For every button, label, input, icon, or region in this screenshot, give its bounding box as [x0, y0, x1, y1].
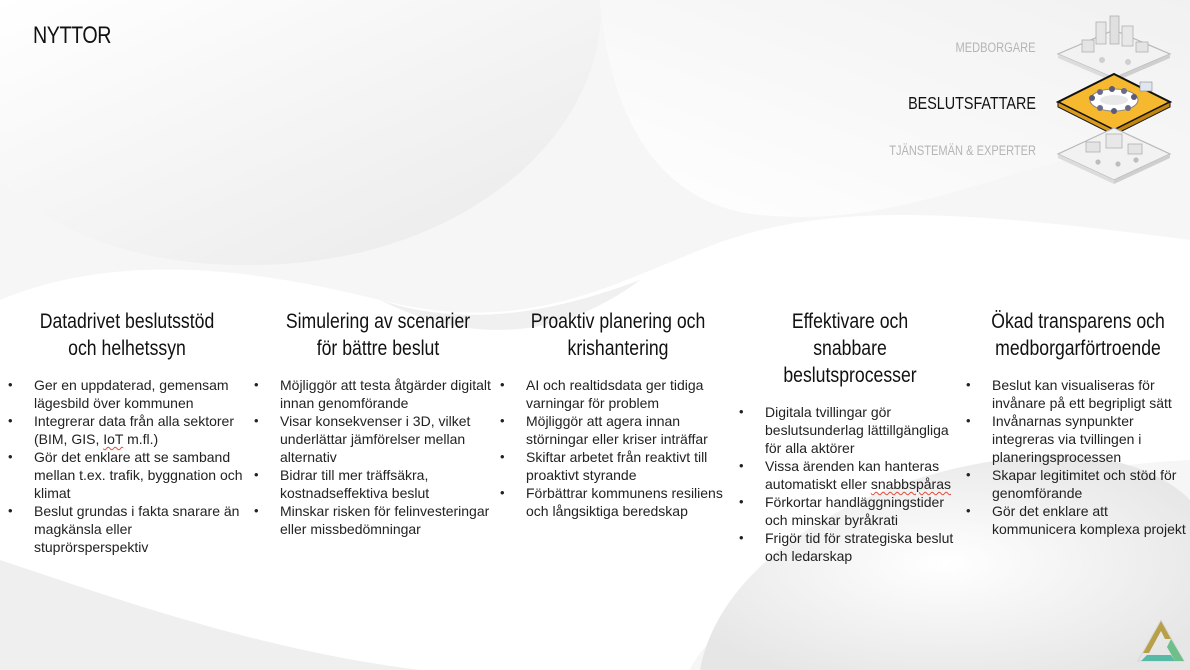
bullet-item: • Förbättrar kommunens resiliens och långsiktiga beredskap [500, 484, 736, 520]
column-heading: Effektivare och snabbare beslutsprocesser [783, 310, 917, 387]
column-heading: Datadrivet beslutsstöd och helhetssyn [39, 310, 215, 360]
bullet-item: • Integrerar data från alla sektorer (BIM, GIS, IoT m.fl.) [8, 412, 246, 448]
meeting-layer-icon [1058, 74, 1170, 135]
bullet-item: • Gör det enklare att se samband mellan t.ex. trafik, byggnation och klimat [8, 448, 246, 502]
column-heading: Ökad transparens och medborgarförtroende [991, 310, 1165, 360]
bullet-list [254, 376, 502, 538]
slide-title: NYTTOR [33, 22, 112, 49]
bullet-item: • Gör det enklare att kommunicera komplexa projekt [966, 502, 1190, 538]
bullet-item: • Frigör tid för strategiska beslut och ledarskap [739, 529, 961, 565]
layer-stack-graphic [1056, 12, 1172, 190]
bullet-item: • Ger en uppdaterad, gemensam lägesbild över kommunen [8, 376, 246, 412]
bullet-item: • Digitala tvillingar gör beslutsunderlag lättillgängliga för alla aktörer [739, 403, 961, 457]
bullet-item: • Förkortar handläggningstider och minskar byråkrati [739, 493, 961, 529]
bullet-item: • Skiftar arbetet från reaktivt till proaktivt styrande [500, 448, 736, 484]
bullet-list [8, 376, 246, 556]
benefit-column-simulation [254, 308, 502, 538]
bullet-item: • Möjliggör att agera innan störningar eller kriser inträffar [500, 412, 736, 448]
bullet-list [500, 376, 736, 520]
bullet-item: • Beslut grundas i fakta snarare än magkänsla eller stuprörsperspektiv [8, 502, 246, 556]
bullet-item: • Möjliggör att testa åtgärder digitalt innan genomförande [254, 376, 502, 412]
bullet-item: • Minskar risken för felinvesteringar eller missbedömningar [254, 502, 502, 538]
layer-label-medborgare: MEDBORGARE [956, 40, 1036, 55]
layer-label-beslutsfattare: BESLUTSFATTARE [908, 93, 1036, 113]
column-heading: Proaktiv planering och krishantering [530, 310, 706, 360]
benefit-column-transparency [966, 308, 1190, 538]
office-layer-icon [1058, 128, 1170, 184]
city-layer-icon [1058, 16, 1170, 82]
bullet-list [739, 403, 961, 565]
benefit-column-efficiency [739, 308, 961, 565]
benefit-columns [0, 308, 1190, 608]
bullet-item: • Vissa ärenden kan hanteras automatiskt eller snabbspåras [739, 457, 961, 493]
bullet-list [966, 376, 1190, 538]
bullet-item: • AI och realtidsdata ger tidiga varningar för problem [500, 376, 736, 412]
triangle-logo-icon [1135, 617, 1187, 665]
column-heading: Simulering av scenarier för bättre beslut [285, 310, 471, 360]
bullet-item: • Invånarnas synpunkter integreras via tvillingen i planeringsprocessen [966, 412, 1190, 466]
bullet-item: • Skapar legitimitet och stöd för genomförande [966, 466, 1190, 502]
bullet-item: • Beslut kan visualiseras för invånare på ett begripligt sätt [966, 376, 1190, 412]
bullet-item: • Visar konsekvenser i 3D, vilket underlättar jämförelser mellan alternativ [254, 412, 502, 466]
benefit-column-proactive [500, 308, 736, 520]
benefit-column-data [8, 308, 246, 556]
layer-label-tjansteman: TJÄNSTEMÄN & EXPERTER [889, 143, 1036, 158]
bullet-item: • Bidrar till mer träffsäkra, kostnadseffektiva beslut [254, 466, 502, 502]
